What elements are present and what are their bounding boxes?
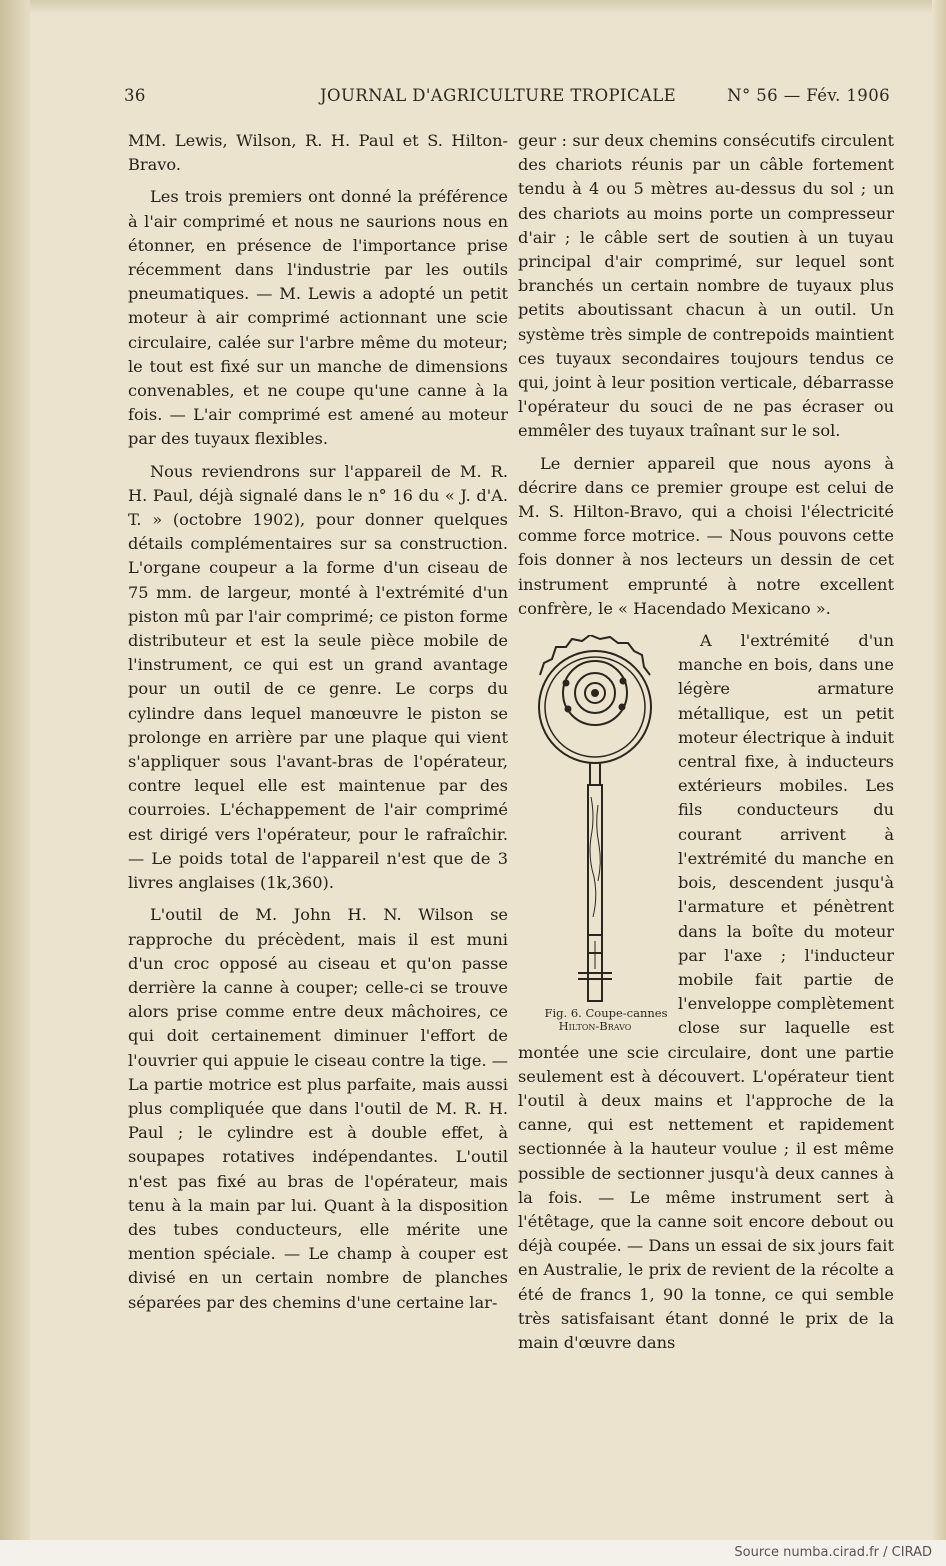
- paragraph: MM. Lewis, Wilson, R. H. Paul et S. Hilton-Bravo.: [128, 131, 508, 175]
- paragraph: geur : sur deux chemins consécutifs circulent des chariots réunis par un câble fortement tendu à 4 ou 5 mètres au-dessus du sol ; un des chariots au moins porte un compresseur d'air ; le câble sert de soutien à un tuyau principal d'air comprimé, sur lequel sont branchés un certain nombre de tuyaux plus petits aboutissant chacun à un outil. Un système très simple de contrepoids maintient ces tuyaux secondaires toujours tendus ce qui, joint à leur position verticale, débarrasse l'opérateur du souci de ne pas écraser ou emmêler des tuyaux traînant sur le sol.: [518, 131, 894, 441]
- running-header: [124, 86, 890, 110]
- paragraph: Le dernier appareil que nous ayons à décrire dans ce premier groupe est celui de M. S. Hilton-Bravo, qui a choisi l'électricité comme force motrice. — Nous pouvons cette fois donner à nos lecteurs un dessin de cet instrument emprunté à notre excellent confrère, le « Hacendado Mexicano ».: [518, 453, 894, 618]
- issue-info: N° 56 — Fév. 1906: [727, 86, 890, 105]
- page-edge-top: [0, 0, 946, 14]
- caption-line-1: Fig. 6. Coupe-cannes: [544, 1006, 668, 1021]
- paragraph: L'outil de M. John H. N. Wilson se rapproche du précèdent, mais il est muni d'un croc opposé au ciseau et qu'on passe derrière la canne à couper; celle-ci se trouve alors prise comme entre deux mâchoires, ce qui doit certainement diminuer l'effort de l'ouvrier qui appuie le ciseau contre la tige. — La partie motrice est plus parfaite, mais aussi plus compliquée que dans l'outil de M. R. H. Paul ; le cylindre est à double effet, à soupapes rotatives indépendantes. L'outil n'est pas fixé au bras de l'opérateur, mais tenu à la main par lui. Quant à la disposition des tubes conducteurs, elle mérite une mention spéciale. — Le champ à couper est divisé en un certain nombre de planches séparées par des chemins d'une certaine lar-: [128, 905, 508, 1312]
- figure-caption: [522, 1007, 668, 1033]
- caption-line-2: Hilton-Bravo: [558, 1019, 632, 1034]
- paragraph: Les trois premiers ont donné la préférence à l'air comprimé et nous ne saurions nous en étonner, en présence de l'importance prise récemment dans l'industrie par les outils pneumatiques. — M. Lewis a adopté un petit moteur à air comprimé actionnant une scie circulaire, calée sur l'arbre même du moteur; le tout est fixé sur un manche de dimensions convenables, et ne coupe qu'une canne à la fois. — L'air comprimé est amené au moteur par des tuyaux flexibles.: [128, 187, 508, 449]
- figure-coupe-cannes: [518, 635, 668, 1037]
- page-edge-left: [0, 0, 30, 1540]
- left-column: [128, 129, 508, 1315]
- journal-title: JOURNAL D'AGRICULTURE TROPICALE: [320, 86, 677, 105]
- paragraph-text: A l'extrémité d'un manche en bois, dans une légère armature métallique, est un petit moteur électrique à induit central fixe, à inducteurs extérieurs mobiles. Les fils conducteurs du courant arrivent à l'extrémité du manche en bois, descendent jusqu'à l'armature et pénètrent dans la boîte du moteur par l'axe ; l'inducteur mobile fait partie de l'enveloppe complètement close sur laquelle est montée une scie circulaire, dont une partie seulement est à découvert. L'opérateur tient l'outil à deux mains et l'approche de la canne, qui est nettement et rapidement sectionnée à la hauteur voulue ; il est même possible de sectionner jusqu'à deux cannes à la fois. — Le même instrument sert à l'étêtage, que la canne soit encore debout ou déjà coupée. — Dans un essai de six jours fait en Australie, le prix de revient de la récolte a été de francs 1, 90 la tonne, ce qui semble très satisfaisant étant donné le prix de la main d'œuvre dans: [518, 631, 894, 1352]
- paragraph-with-figure: [518, 629, 894, 1355]
- page-edge-right: [932, 0, 946, 1540]
- cane-cutter-illustration: [518, 635, 668, 1005]
- right-column: [518, 129, 894, 1355]
- paragraph: Nous reviendrons sur l'appareil de M. R. H. Paul, déjà signalé dans le n° 16 du « J. d'A. T. » (octobre 1902), pour donner quelques détails complémentaires sur sa construction. L'organe coupeur a la forme d'un ciseau de 75 mm. de largeur, monté à l'extrémité d'un piston mû par l'air comprimé; ce piston forme distributeur et est la seule pièce mobile de l'instrument, ce qui est un grand avantage pour un outil de ce genre. Le corps du cylindre dans lequel manœuvre le piston se prolonge en arrière par une plaque qui vient s'appliquer sous l'avant-bras de l'opérateur, contre lequel elle est maintenue par des courroies. L'échappement de l'air comprimé est dirigé vers l'opérateur, pour le rafraîchir. — Le poids total de l'appareil n'est que de 3 livres anglaises (1k,360).: [128, 461, 508, 893]
- source-credit: Source numba.cirad.fr / CIRAD: [734, 1545, 932, 1560]
- page-number: 36: [124, 86, 146, 105]
